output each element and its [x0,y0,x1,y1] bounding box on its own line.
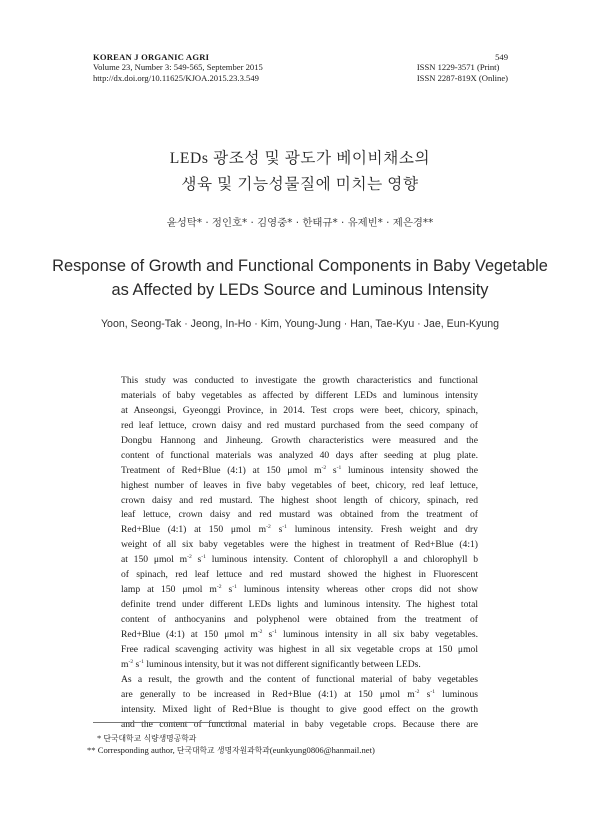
exponent: -1 [282,524,287,531]
abstract-line: intensity. Mixed light of Red+Blue is thought to give good effect on the growth [121,703,478,715]
exponent: -2 [257,628,263,635]
korean-title-line-2: 생육 및 기능성물질에 미치는 영향 [181,176,419,193]
korean-title [0,146,600,198]
abstract-line: leaf lettuce, crown daisy and red mustard was obtained from the treatment of [121,509,478,521]
exponent: -2 [187,554,192,561]
footnote-affiliation [97,733,196,744]
exponent: -2 [321,464,327,471]
exponent: -1 [232,583,237,590]
abstract-line: This study was conducted to investigate the growth characteristics and functional [121,375,478,386]
abstract-line: weight of all six baby vegetables were the highest in treatment of Red+Blue (4:1) [121,539,478,551]
abstract-line: and the content of functional material in baby vegetable crops. Because there are [121,718,478,730]
abstract-line: highest number of leaves in five baby vegetables of beet, chicory, red leaf lettuce, [121,479,478,491]
abstract-line: of spinach, red leaf lettuce and red mustard showed the highest in Fluorescent [121,569,478,581]
abstract-line: at 150 μmol $m^{-2}$ $s^{-1}$ luminous intensity. Content of chlorophyll a and chlorophyll b [121,554,479,566]
abstract-line: $m^{-2}$ $s^{-1}$ luminous intensity, but it was not different significantly between LEDs. [121,658,421,670]
exponent: -1 [139,658,144,665]
exponent: -1 [272,628,277,635]
abstract-line: at Anseongsi, Gyeonggi Province, in 2014. Test crops were beet, chicory, spinach, [121,404,478,416]
footnote-rule [93,722,238,723]
exponent: -1 [201,554,206,561]
exponent: -2 [414,688,420,695]
footnote-mark: ** [87,745,96,755]
exponent: -1 [430,688,436,695]
issn-print: ISSN 1229-3571 (Print) [416,62,500,73]
volume-info: Volume 23, Number 3: 549-565, September 2015 [93,62,263,73]
abstract-line: Treatment of Red+Blue (4:1) at 150 μmol $m^{-2}$ $s^{-1}$ luminous intensity showed the [121,464,478,476]
abstract [121,374,478,733]
abstract-line: crown daisy and red mustard. The highest shoot length of chicory, spinach, red [121,494,478,506]
abstract-line: content of anthocyanins and polyphenol were obtained from the treatment of [121,614,478,625]
exponent: -2 [216,583,222,590]
english-title-line-2: as Affected by LEDs Source and Luminous Intensity [111,281,489,299]
english-title-line-1: Response of Growth and Functional Components in Baby Vegetable [52,257,548,275]
abstract-line: Free radical scavenging activity was highest in all six vegetable crops at 150 μmol [121,643,478,655]
corresponding-affiliation: 단국대학교 생명자원과학과 [176,746,270,755]
korean-authors: 윤성탁* · 정인호* · 김영중* · 한태규* · 유제빈* · 제은경** [166,217,434,229]
corresponding-email[interactable]: (eunkyung0806@hanmail.net) [269,745,375,755]
abstract-line: are generally to be increased in Red+Blue (4:1) at 150 μmol $m^{-2}$ $s^{-1}$ luminous [121,688,478,700]
doi-link[interactable]: http://dx.doi.org/10.11625/KJOA.2015.23.3.549 [93,72,259,83]
running-header-right [417,52,508,83]
abstract-line: lamp at 150 μmol $m^{-2}$ $s^{-1}$ luminous intensity whereas other crops did not show [121,583,479,596]
exponent: -1 [336,464,342,471]
exponent: -2 [266,524,271,531]
abstract-line: materials of baby vegetables as affected by different LEDs and luminous intensity [121,389,478,401]
footnote-corresponding [87,745,375,756]
abstract-line: definite trend under different LEDs lights and luminous intensity. The highest total [121,599,478,611]
issn-online: ISSN 2287-819X (Online) [416,72,508,83]
english-title [0,254,600,302]
footnote-mark: * [97,733,102,743]
abstract-line: Red+Blue (4:1) at 150 μmol $m^{-2}$ $s^{-1}$ luminous intensity in all six baby vegetables. [121,628,478,640]
journal-name: KOREAN J ORGANIC AGRI [93,52,210,62]
corresponding-label: Corresponding author, [97,745,175,755]
abstract-line: content of functional materials was analyzed 40 days after seeding at plug plate. [121,449,478,461]
abstract-line: Dongbu Hannong and Jinheung. Growth characteristics were measured and the [121,434,478,446]
english-authors: Yoon, Seong-Tak · Jeong, In-Ho · Kim, Young-Jung · Han, Tae-Kyu · Jae, Eun-Kyung [100,318,500,330]
page-number: 549 [495,52,508,62]
footnote-affiliation-text: 단국대학교 식량생명공학과 [103,734,197,743]
abstract-line: red leaf lettuce, crown daisy and red mustard purchased from the seed company of [121,419,478,431]
abstract-line: Red+Blue (4:1) at 150 μmol $m^{-2}$ $s^{-1}$ luminous intensity. Fresh weight and dry [121,524,478,536]
korean-title-line-1: LEDs 광조성 및 광도가 베이비채소의 [169,150,431,167]
running-header-left [93,52,263,83]
abstract-line: As a result, the growth and the content of functional material of baby vegetables [121,673,478,685]
exponent: -2 [128,658,134,665]
